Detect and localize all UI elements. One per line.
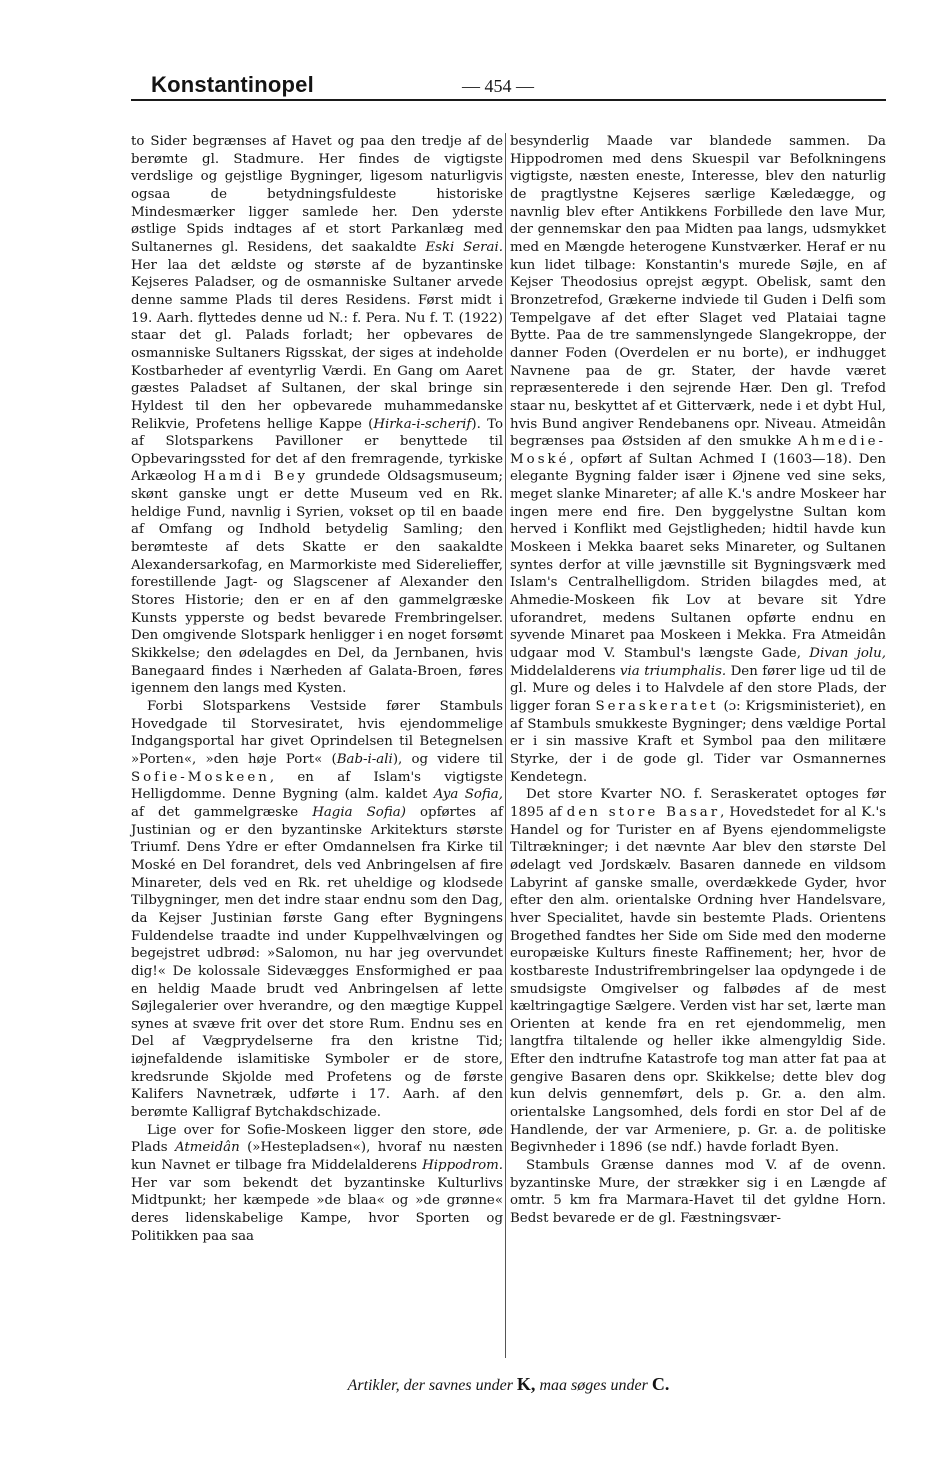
spaced-name: Hamdi Bey	[203, 469, 309, 485]
text-run: (ɔ: Krigsministeriet), en af Stambuls smukkeste Bygninger; dens vældige Portal er i sin massive Kraft et Symbol paa den militære Styrke, der i de gode gl. Tider var Osmannernes Kendetegn.	[510, 699, 887, 785]
text-run: (»Hestepladsen«), hvoraf nu næsten kun Navnet er tilbage fra Middelalderens	[131, 1140, 503, 1174]
paragraph	[131, 1122, 503, 1246]
spaced-name: Ahmedie-Moské	[510, 434, 886, 467]
column-divider	[505, 133, 506, 1358]
text-run: , Hovedstedet for al K.'s Handel og for Turister en af Byens ejendommeligste Tiltrækninger; i det nævnte Aar blev den største Del ødelagt ved Jordskælv. Basaren dannede en vildsom Labyrint af ganske smalle, overdækkede Gyder, hvor efter den alm. orientalske Ordning hver Handelsvare, hver Specialitet, havde sin bestemte Plads. Orientens Brogethed fandtes her Side om Side med den moderne europæiske Kulturs fineste Raffinement; her, hvor de kostbareste Industrifrembringelser laa opdyngede i de smudsigste Omgivelser og falbødes af de mest kæltringagtige Sælgere. Verden vist har set, lærte man Orienten at kende fra en ret ejendommelig, men langtfra tiltalende og heller ikke almengyldig Side. Efter den indtrufne Katastrofe tog man atter fat paa at gengive Basaren dens opr. Skikkelse; dette blev dog kun delvis gennemført, dels p. Gr. a. den alm. orientalske Langsomhed, dels fordi en stor Del af de Handlende, der var Armeniere, p. Gr. a. de politiske Begivnheder i 1896 (se ndf.) havde forladt Byen.	[510, 804, 887, 1156]
text-run: Lige over for Sofie-Moskeen ligger den store, øde Plads	[131, 1122, 503, 1156]
text-run: besynderlig Maade var blandede sammen. Da Hippodromen med dens Skuespil var Befolkningens vigtigste, næsten eneste, Interesse, blev den naturlig de pragtlystne Kejseres særlige Kæledægge, og navnlig blev efter Antikkens Forbillede den lave Mur, der gennemskar den paa Midten paa langs, udsmykket med en Mængde heterogene Kunstværker. Heraf er nu kun lidet tilbage: Konstantin's murede Søjle, en af Kejser Theodosius oprejst ægypt. Obelisk, samt den Bronzetrefod, Grækerne indviede til Guden i Delfi som Tempelgave af det efter Slaget ved Plataiai tagne Bytte. Paa de tre sammenslyngede Slangekroppe, der danner Foden (Overdelen er nu borte), er indhugget Navnene paa de gr. Stater, der havde været repræsenterede i den sejrende Hær. Den gl. Trefod staar nu, beskyttet af et Gitterværk, nede i et dybt Hul, hvis Bund angiver Rendebanens opr. Niveau. Atmeidân begrænses paa Østsiden af den smukke	[510, 134, 886, 450]
header-rule	[131, 99, 886, 101]
spaced-name: Sofie-Moskeen	[131, 769, 270, 785]
page-header	[131, 68, 886, 108]
text-run: grundede Oldsagsmuseum; skønt ganske ungt er dette Museum ved en Rk. heldige Fund, navnlig i Syrien, vokset op til en baade af Omfang og Indhold betydelig Samling; den berømteste af dets Skatte er den saakaldte Alexandersarkofag, en Marmorkiste med Siderelieffer, forestillende Jagt- og Slagscener af Alexander den Stores Historie; den er en af den gammelgræske Kunsts ypperste og bedst bevarede Frembringelser. Den omgivende Slotspark henligger i en noget forsømt Skikkelse; den ødelagdes en Del, da Jernbanen, hvis Banegaard findes i Nærheden af Galata-Broen, føres igennem den langs med Kysten.	[131, 469, 503, 697]
spaced-name: Seraskeratet	[595, 699, 719, 714]
italic-term: Atmeidân	[175, 1140, 240, 1156]
left-column	[131, 133, 503, 1245]
text-run: opførtes af Justinian og er den byzantinske Arkitekturs største Triumf. Dens Ydre er efter Omdannelsen fra Kirke til Moské en Del forandret, dels ved Anbringelsen af fire Minareter, dels ved en Rk. ret uheldige og klodsede Tilbygninger, men det indre staar endnu som den Dag, da Kejser Justinian første Gang efter Bygningens Fuldendelse traadte ind under Kuppelhvælvingen og begejstret udbrød: »Salomon, nu har jeg overvundet dig!« De kolossale Sidevægges Ensformighed er paa en heldig Maade brudt ved Anbringelsen af lette Søjlegalerier over hverandre, og den mægtige Kuppel synes at svæve frit over det store Rum. Endnu ses en Del af Vægprydelserne fra den kristne Tid; iøjnefaldende islamitiske Symboler er de store, kredsrunde Skjolde med Profetens og de første Kalifers Navnetræk, udførte i 17. Aarh. af den berømte Kalligraf Bytchakdschizade.	[131, 804, 503, 1121]
text-run: , opført af Sultan Achmed I (1603—18). Den elegante Bygning falder især i Øjnene ved sine seks, meget slanke Minareter; af alle K.'s andre Moskeer har ingen mere end fire. Den byggelystne Sultan kom herved i Konflikt med Gejstligheden; hidtil havde kun Moskeen i Mekka baaret seks Minareter, og Sultanen syntes derfor at ville jævnstille sit Bygningsværk med Islam's Centralhelligdom. Striden bilagdes med, at Ahmedie-Moskeen fik Lov at bevare sit Ydre uforandret, medens Sultanen opførte endnu en syvende Minaret paa Moskeen i Mekka. Fra Atmeidân udgaar mod V. Stambul's længste Gade,	[510, 451, 886, 662]
text-run: Forbi Slotsparkens Vestside fører Stambuls Hovedgade til Storvesiratet, hvis ejendommelige Indgangsportal har givet Oprindelsen til Betegnelsen »Porten«, »den høje Port« (	[131, 699, 503, 767]
italic-term: Hirka-i-scherif	[373, 416, 472, 432]
text-run: Stambuls Grænse dannes mod V. af de ovenn. byzantinske Mure, der strækker sig i en Længde af omtr. 5 km fra Marmara-Havet til det gyldne Horn. Bedst bevarede er de gl. Fæstningsvær-	[510, 1158, 886, 1227]
footer-letter: C.	[651, 1374, 670, 1394]
italic-term: via triumphalis.	[620, 663, 727, 679]
italic-term: Aya Sofia,	[433, 787, 503, 803]
spaced-name: den store Basar	[566, 804, 721, 820]
right-column	[510, 133, 886, 1228]
text-run: af det gammelgræske	[131, 804, 313, 820]
text-run: Det store Kvarter NO. f. Seraskeratet optoges før 1895 af	[510, 787, 886, 820]
page-number: — 454 —	[462, 76, 534, 96]
text-run: ), og videre til	[392, 751, 503, 767]
text-run: Den fører lige ud til de gl. Mure og deles i to Halvdele af den store Plads, der ligger foran	[510, 663, 886, 714]
footer-text: Artikler, der savnes under	[347, 1377, 517, 1394]
paragraph	[131, 133, 503, 698]
paragraph	[510, 133, 886, 786]
text-run: Her laa det ældste og største af de byzantinske Kejseres Paladser, og de osmanniske Sultaner arvede denne samme Plads til deres Residens. Først midt i 19. Aarh. flyttedes denne ud N.: f. Pera. Nu f. T. (1922) staar det gl. Palads forladt; her opbevares de osmanniske Sultaners Rigsskat, der siges at indeholde Kostbarheder af eventyrlig Værdi. En Gang om Aaret gæstes Paladset af Sultanen, der skal bringe sin Hyldest til den her opbevarede muhammedanske Relikvie, Profetens hellige Kappe (	[131, 257, 503, 432]
italic-term: Divan jolu,	[809, 646, 886, 662]
text-run: Middelalderens	[510, 663, 620, 679]
italic-term: Hippodrom.	[422, 1158, 503, 1174]
running-title: Konstantinopel	[151, 72, 314, 97]
text-run: Her var som bekendt det byzantinske Kulturlivs Midtpunkt; her kæmpede »de blaa« og »de grønne« deres lidenskabelige Kampe, hvor Sporten og Politikken paa saa	[131, 1175, 503, 1244]
text-run: , en af Islam's vigtigste Helligdomme. Denne Bygning (alm. kaldet	[131, 769, 503, 803]
footer-letter: K,	[516, 1374, 536, 1394]
paragraph	[510, 1157, 886, 1228]
text-run: to Sider begrænses af Havet og paa den tredje af de berømte gl. Stadmure. Her findes de vigtigste verdslige og gejstlige Bygninger, ligesom naturligvis ogsaa de betydningsfuldeste historiske Mindesmærker ligger samlede her. Den yderste østlige Spids indtages af et stort Parkanlæg med Sultanernes gl. Residens, det saakaldte	[131, 134, 503, 255]
paragraph	[510, 786, 886, 1157]
italic-term: Eski Serai.	[425, 239, 503, 255]
italic-term: Hagia Sofia)	[312, 804, 406, 820]
footer-text: maa søges under	[535, 1377, 652, 1394]
text-run: ). To af Slotsparkens Pavilloner er benyttede til Opbevaringssted for det af den fremragende, tyrkiske Arkæolog	[131, 416, 503, 485]
paragraph	[131, 698, 503, 1122]
italic-term: Bab-i-ali	[336, 751, 393, 767]
page-footer-note	[131, 1374, 886, 1395]
